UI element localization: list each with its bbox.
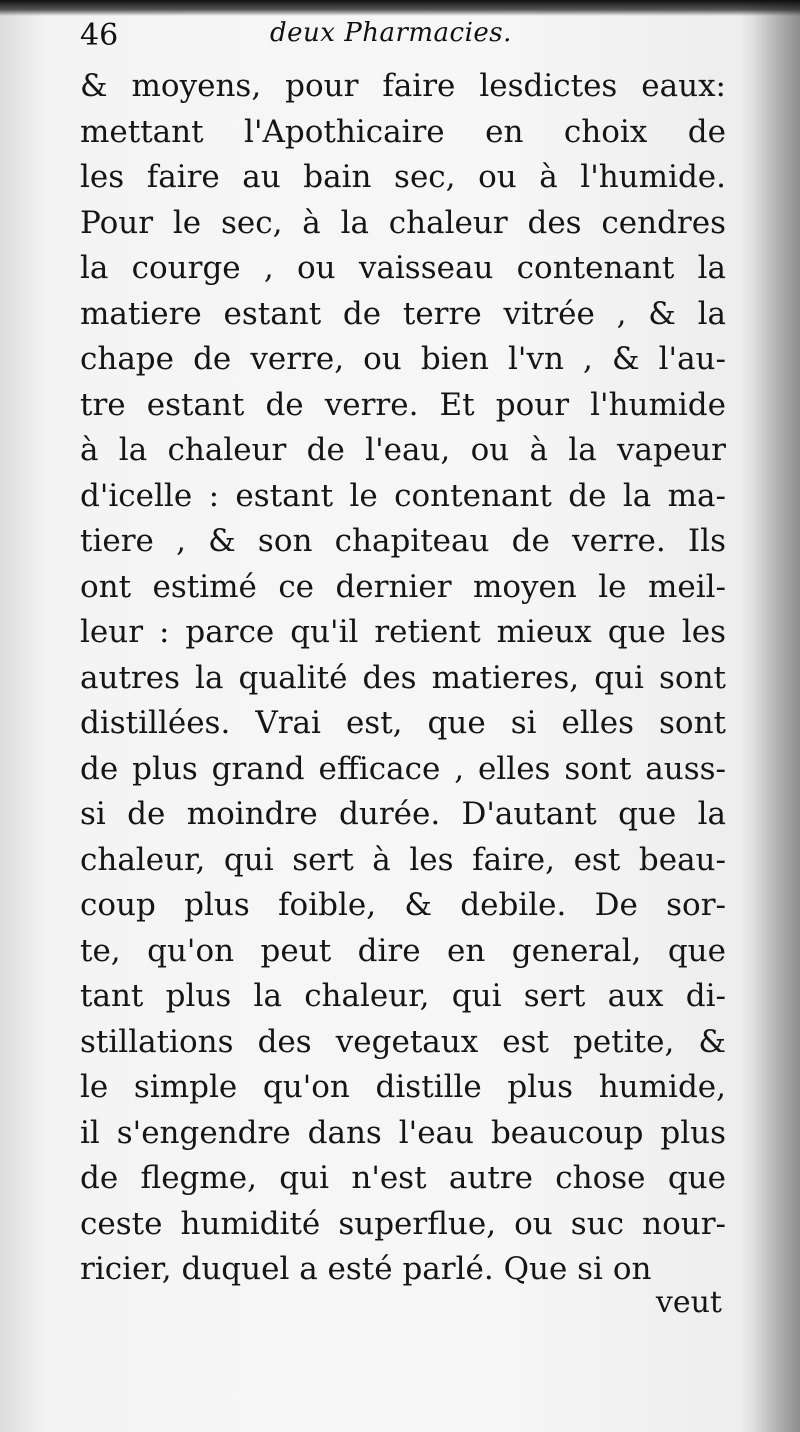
text-line: de flegme, qui n'est autre chose que [80, 1160, 726, 1196]
text-line: & moyens, pour faire lesdictes eaux: [80, 68, 726, 104]
text-line: la courge , ou vaisseau contenant la [80, 250, 726, 286]
text-line: matiere estant de terre vitrée , & la [80, 295, 726, 332]
text-line: chape de verre, ou bien l'vn , & l'au- [80, 341, 726, 377]
text-line: tiere , & son chapiteau de verre. Ils [80, 523, 726, 559]
text-line: ceste humidité superflue, ou suc nour- [80, 1205, 726, 1242]
text-line: tre estant de verre. Et pour l'humide [80, 386, 726, 423]
text-line: tant plus la chaleur, qui sert aux di- [80, 978, 726, 1014]
text-line: ont estimé ce dernier moyen le meil- [80, 568, 726, 605]
text-line: Pour le sec, à la chaleur des cendres [80, 204, 726, 241]
catchword: veut [655, 1285, 722, 1320]
text-line: de plus grand efficace , elles sont auss- [80, 750, 726, 787]
text-line: stillations des vegetaux est petite, & [80, 1023, 726, 1060]
text-line: à la chaleur de l'eau, ou à la vapeur [80, 432, 726, 468]
text-line: si de moindre durée. D'autant que la [80, 796, 726, 832]
text-line: autres la qualité des matieres, qui sont [80, 659, 726, 696]
spine-shadow [740, 0, 800, 1432]
text-line: il s'engendre dans l'eau beaucoup plus [80, 1114, 726, 1151]
text-line: chaleur, qui sert à les faire, est beau- [80, 841, 726, 878]
page-header [80, 14, 720, 54]
text-line: distillées. Vrai est, que si elles sont [80, 705, 726, 741]
text-line: ricier, duquel a esté parlé. Que si on [80, 1251, 652, 1287]
text-line: les faire au bain sec, ou à l'humide. [80, 159, 726, 195]
text-line: coup plus foible, & debile. De sor- [80, 887, 726, 923]
text-line: d'icelle : estant le contenant de la ma- [80, 477, 726, 514]
body-text [80, 64, 726, 1293]
text-line: te, qu'on peut dire en general, que [80, 932, 726, 969]
running-head: deux Pharmacies. [270, 18, 512, 48]
text-line: mettant l'Apothicaire en choix de [80, 113, 726, 150]
page-number: 46 [80, 18, 119, 53]
text-line: le simple qu'on distille plus humide, [80, 1069, 726, 1105]
text-line: leur : parce qu'il retient mieux que les [80, 614, 726, 650]
